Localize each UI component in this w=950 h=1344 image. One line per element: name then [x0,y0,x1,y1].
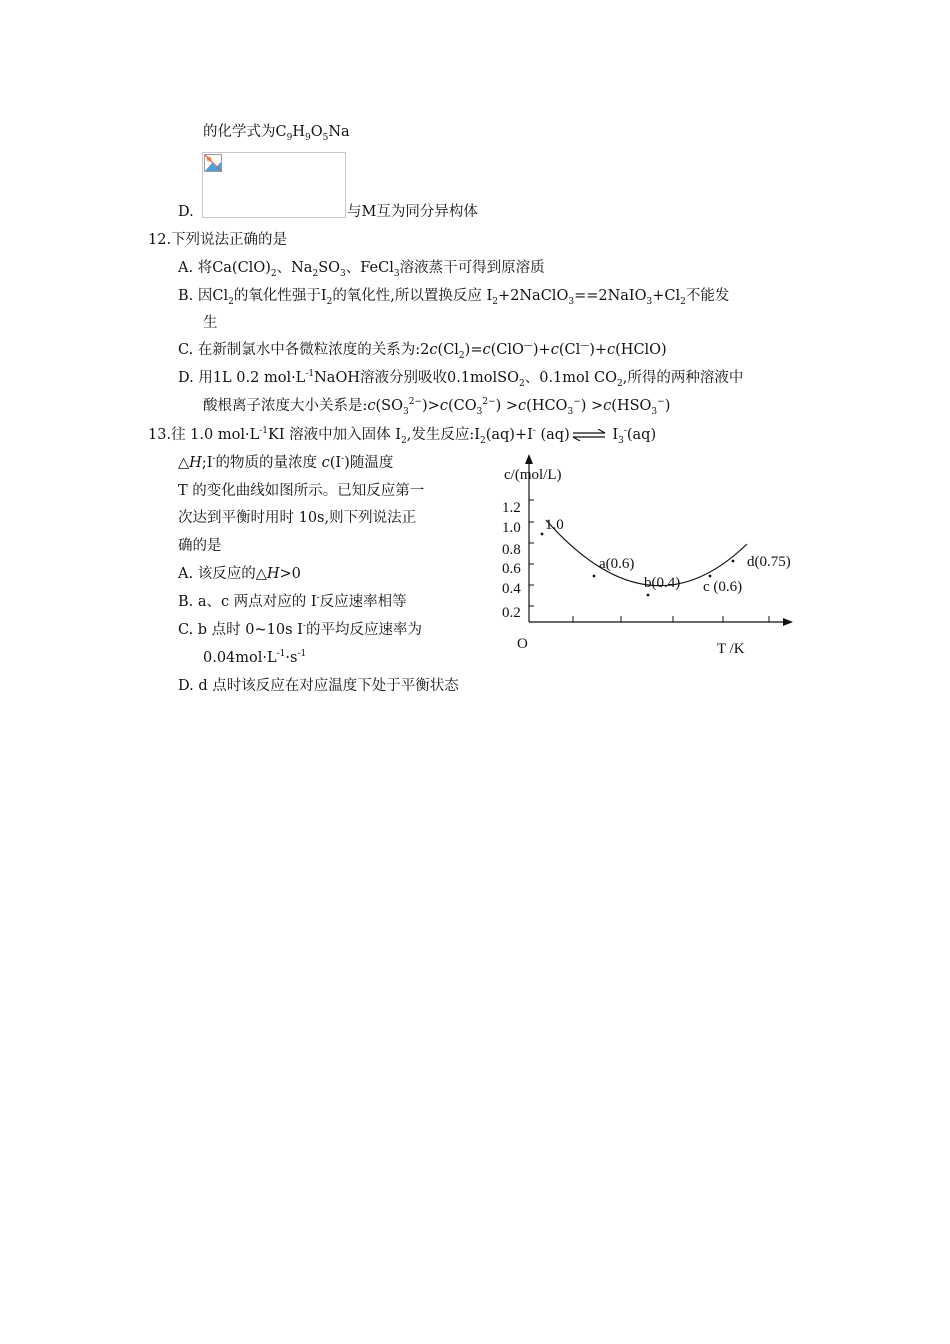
data-point [647,594,650,597]
q13-stem-line5: 确的是 [178,538,222,554]
q13-stem-line2: △H;I-的物质的量浓度 c(I-)随温度 [178,454,394,471]
x-axis-arrow-icon [783,618,793,626]
y-axis-arrow-icon [525,454,533,464]
point-label: b(0.4) [644,575,681,591]
q12-option-b-cont: 生 [203,315,218,331]
data-point [709,575,712,578]
option-d-text: 与M互为同分异构体 [347,204,478,220]
equilibrium-arrow-icon [572,429,606,441]
y-tick-label: 0.8 [502,542,521,558]
point-label: 1.0 [545,517,564,533]
q13-stem-line3: T 的变化曲线如图所示。已知反应第一 [178,483,425,499]
y-tick-label: 1.2 [502,500,521,516]
formula-line: 的化学式为$C_9H_9O_5Na$ [203,124,350,143]
q12-option-a: A. 将$Ca(ClO)_2$、$Na_2SO_3$、FeCl$_3$溶液蒸干可得到原溶质 [178,260,545,279]
q13-option-b: B. a、c 两点对应的 I-反应速率相等 [178,593,407,610]
q12-option-d-cont: 酸根离子浓度大小关系是$:c(SO_3^{2-})>c(CO_3^{2-}) >c(HCO_3^-) >c(HSO_3^-)$ [203,397,671,417]
point-label: a(0.6) [599,556,635,572]
q13-option-c: C. b 点时 0~10s I-的平均反应速率为 [178,621,422,638]
origin-label: O [517,636,528,652]
option-d-label: D. [178,204,194,220]
y-tick-label: 0.6 [502,561,521,577]
concentration-temperature-chart [495,450,800,665]
x-axis-label: T /K [717,641,745,657]
q12-option-b: B. 因$Cl_2$的氧化性强于$I_2$的氧化性,所以置换反应 $I_2+2NaClO_3==2NaIO_3+Cl_2$不能发 [178,288,730,307]
point-label: c (0.6) [703,579,743,595]
y-axis-label: c/(mol/L) [504,467,562,483]
data-point [593,575,596,578]
y-tick-label: 1.0 [502,520,521,536]
q13-option-d: D. d 点时该反应在对应温度下处于平衡状态 [178,678,459,694]
q13-stem-line4: 次达到平衡时用时 10s,则下列说法正 [178,510,417,526]
data-point [732,560,735,563]
q13-option-a: A. 该反应的△H>0 [178,566,301,582]
q12-stem: 12.下列说法正确的是 [148,232,288,248]
q12-option-c: C. 在新制氯水中各微粒浓度的关系为$:2c(Cl_2)=c(ClO^—)+c(Cl^—)+c(HClO)$ [178,341,667,361]
data-point [541,533,544,536]
y-tick-label: 0.4 [502,581,521,597]
q13-stem-line1: 13.往 1.0 $mol\cdot L^{-1}KI$ 溶液中加入固体 $I_2$,发生反应$:I_2(aq)+I^-$ (aq) $I_3^-(aq)$ [148,426,657,446]
q12-option-d: D. 用1L 0.2 $mol\cdot L^{-1}NaOH$溶液分别吸收0.1molSO$_2$、0.1mol $CO_2$,所得的两种溶液中 [178,369,744,389]
broken-image-icon [204,154,222,172]
point-label: d(0.75) [747,554,791,570]
q13-option-c-cont: $0.04mol\cdot L^{-1}\cdot s^{-1}$ [203,649,307,666]
broken-image [202,152,346,218]
y-tick-label: 0.2 [502,605,521,621]
